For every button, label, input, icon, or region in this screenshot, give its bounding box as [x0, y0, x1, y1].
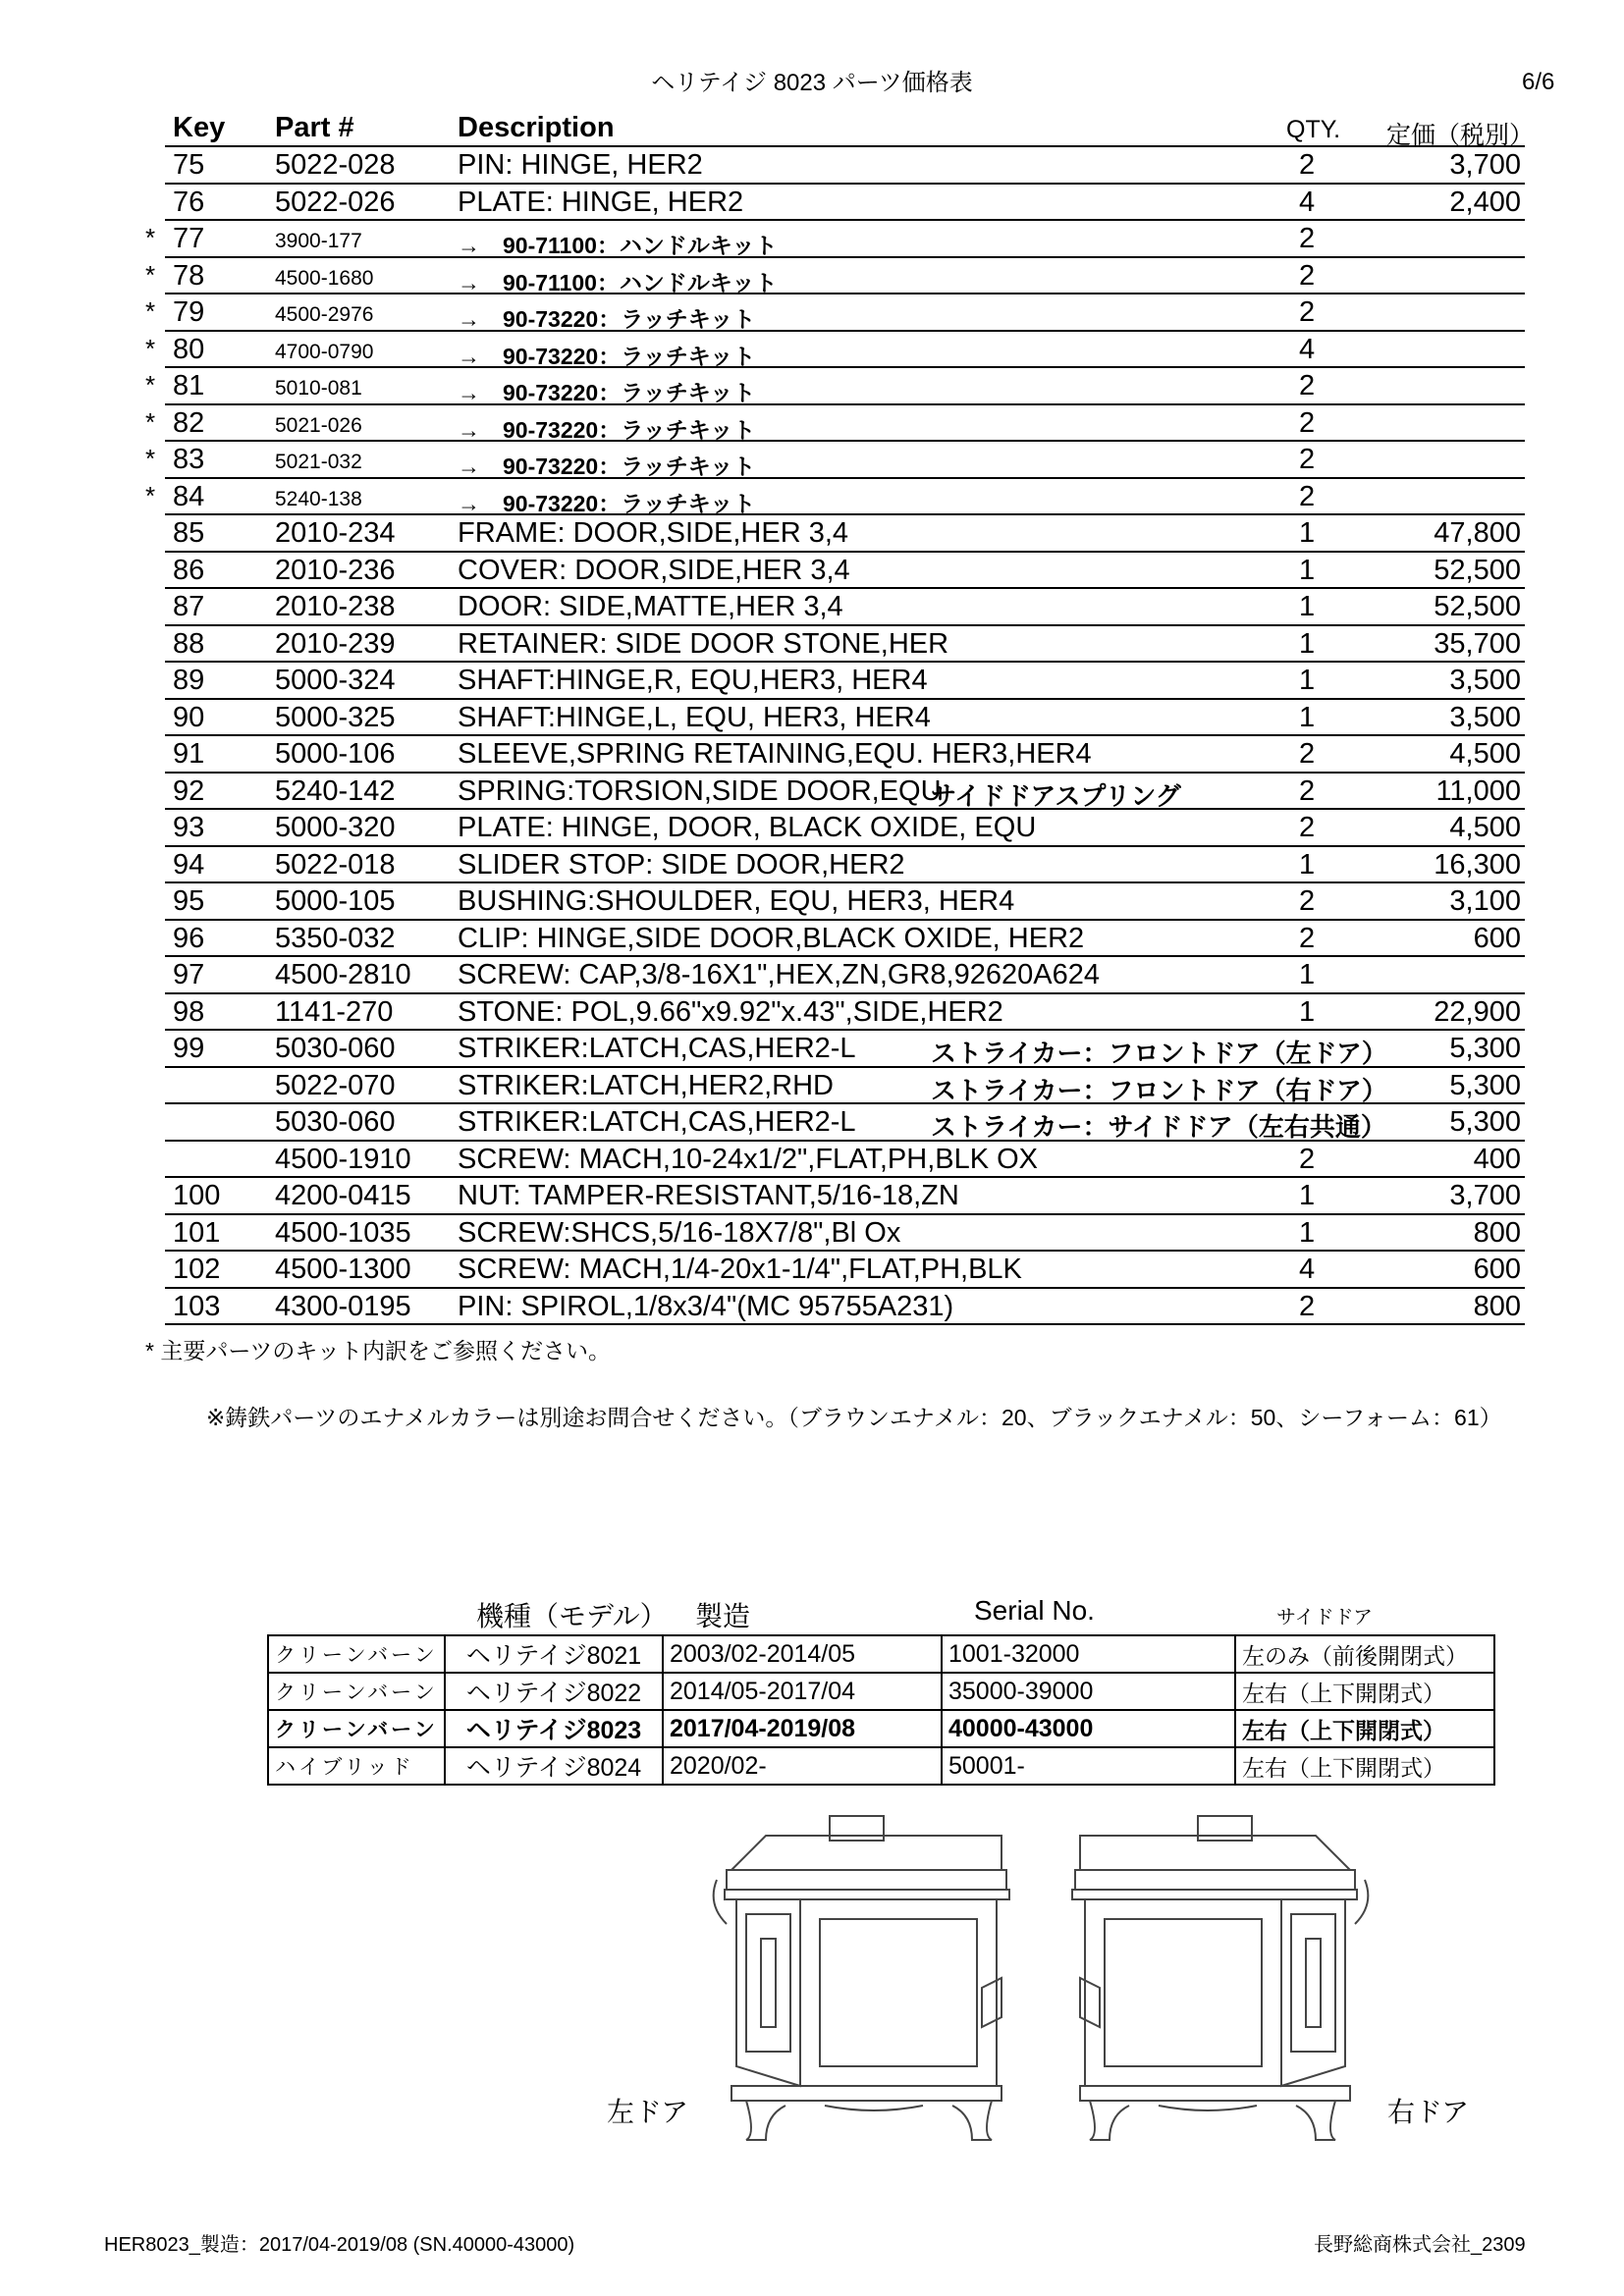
model-side-door: 左右（上下開閉式） [1235, 1673, 1494, 1710]
row-qty: 2 [1299, 1143, 1316, 1175]
row-key: 88 [173, 627, 205, 660]
model-table [267, 1634, 1495, 1786]
table-row [145, 332, 1525, 369]
row-qty: 4 [1299, 333, 1316, 365]
table-row [165, 147, 1525, 185]
model-type: クリーンバーン [268, 1710, 445, 1747]
row-description: → 90-73220：ラッチキット [458, 306, 756, 332]
row-description: → 90-73220：ラッチキット [458, 490, 756, 516]
row-part-number: 2010-236 [275, 554, 396, 586]
table-row [165, 1252, 1525, 1289]
row-description: → 90-73220：ラッチキット [458, 416, 756, 443]
row-price: 52,500 [1434, 554, 1521, 586]
table-row [165, 921, 1525, 958]
row-key: 84 [173, 480, 205, 512]
model-type: クリーンバーン [268, 1673, 445, 1710]
row-description: RETAINER: SIDE DOOR STONE,HER [458, 627, 949, 660]
table-row [165, 847, 1525, 884]
header-part: Part # [275, 112, 354, 143]
stove-left-door-image [707, 1811, 1021, 2145]
row-qty: 2 [1299, 1290, 1316, 1322]
row-description: → 90-71100：ハンドルキット [458, 233, 778, 258]
row-description: SCREW: MACH,1/4-20x1-1/4",FLAT,PH,BLK [458, 1254, 1022, 1285]
row-key: 79 [173, 296, 205, 328]
footer-model-info: HER8023_製造：2017/04-2019/08 (SN.40000-43000) [104, 2234, 575, 2256]
row-qty: 2 [1299, 480, 1316, 512]
model-years: 2014/05-2017/04 [663, 1673, 942, 1710]
table-row [165, 1104, 1525, 1142]
model-name: ヘリテイジ8021 [445, 1635, 663, 1673]
table-row [165, 185, 1525, 222]
table-row [165, 957, 1525, 994]
row-star: * [145, 444, 156, 473]
row-qty: 1 [1299, 959, 1316, 990]
row-key: 90 [173, 701, 205, 733]
model-name: ヘリテイジ8022 [445, 1673, 663, 1710]
left-door-label: 左ドア [607, 2097, 689, 2127]
table-row [165, 700, 1525, 737]
row-price: 22,900 [1434, 995, 1521, 1028]
row-price: 5,300 [1449, 1069, 1521, 1101]
row-star: * [145, 480, 156, 510]
row-price: 11,000 [1435, 774, 1521, 807]
table-row [165, 736, 1525, 774]
row-part-number: 4300-0195 [275, 1290, 411, 1322]
model-years: 2020/02- [663, 1747, 942, 1785]
make-header: 製造 [695, 1601, 751, 1631]
row-price: 800 [1473, 1216, 1521, 1249]
row-star: * [145, 296, 156, 326]
model-row [268, 1673, 1494, 1710]
row-key: 75 [173, 149, 205, 181]
row-japanese-name: ストライカー：サイドドア（左右共通） [931, 1112, 1386, 1142]
row-description: SLIDER STOP: SIDE DOOR,HER2 [458, 848, 905, 881]
row-qty: 2 [1299, 812, 1316, 843]
page-title: ヘリテイジ 8023 パーツ価格表 [651, 70, 973, 96]
row-qty: 1 [1299, 1216, 1316, 1249]
model-row [268, 1710, 1494, 1747]
row-part-number: 5240-142 [275, 774, 396, 807]
table-row [165, 663, 1525, 700]
row-part-number: 5010-081 [275, 377, 362, 400]
model-serial: 40000-43000 [942, 1710, 1235, 1747]
row-japanese-name: サイドドアスプリング [931, 780, 1181, 811]
table-row [165, 810, 1525, 847]
row-description: PLATE: HINGE, DOOR, BLACK OXIDE, EQU [458, 812, 1037, 843]
row-key: 86 [173, 554, 205, 586]
row-part-number: 5000-106 [275, 738, 396, 770]
row-qty: 2 [1299, 296, 1316, 328]
model-row [268, 1747, 1494, 1785]
row-price: 47,800 [1434, 517, 1521, 549]
model-name: ヘリテイジ8024 [445, 1747, 663, 1785]
serial-header: Serial No. [974, 1595, 1095, 1626]
row-description: NUT: TAMPER-RESISTANT,5/16-18,ZN [458, 1180, 959, 1211]
row-part-number: 4500-1680 [275, 266, 374, 290]
row-description: → 90-73220：ラッチキット [458, 454, 756, 479]
table-row [165, 1068, 1525, 1105]
row-star: * [145, 333, 156, 363]
row-part-number: 5022-026 [275, 186, 396, 218]
row-part-number: 5030-060 [275, 1033, 396, 1064]
row-price: 600 [1473, 922, 1521, 954]
row-price: 3,700 [1449, 149, 1521, 181]
row-price: 600 [1473, 1254, 1521, 1285]
row-qty: 1 [1299, 995, 1316, 1028]
row-price: 2,400 [1449, 186, 1521, 218]
row-part-number: 5022-018 [275, 848, 396, 881]
row-part-number: 5240-138 [275, 487, 362, 510]
row-description: PIN: HINGE, HER2 [458, 149, 703, 181]
row-description: PLATE: HINGE, HER2 [458, 186, 744, 218]
row-description: SCREW: MACH,10-24x1/2",FLAT,PH,BLK OX [458, 1143, 1039, 1175]
row-part-number: 5000-320 [275, 812, 396, 843]
row-price: 4,500 [1449, 812, 1521, 843]
table-row [165, 1289, 1525, 1326]
row-price: 35,700 [1434, 627, 1521, 660]
row-price: 3,700 [1449, 1180, 1521, 1211]
row-qty: 2 [1299, 370, 1316, 401]
row-description: SCREW:SHCS,5/16-18X7/8",Bl Ox [458, 1216, 901, 1249]
row-key: 92 [173, 774, 205, 807]
row-price: 4,500 [1449, 738, 1521, 770]
row-key: 89 [173, 665, 205, 696]
model-type: ハイブリッド [268, 1747, 445, 1785]
table-row [165, 1031, 1525, 1068]
row-key: 97 [173, 959, 205, 990]
row-price: 52,500 [1434, 591, 1521, 622]
footer-company: 長野総商株式会社_2309 [1314, 2234, 1526, 2256]
row-qty: 2 [1299, 223, 1316, 254]
row-star: * [145, 406, 156, 437]
row-price: 5,300 [1449, 1106, 1521, 1138]
model-years: 2003/02-2014/05 [663, 1635, 942, 1673]
model-serial: 1001-32000 [942, 1635, 1235, 1673]
row-key: 77 [173, 223, 205, 254]
row-description: SPRING:TORSION,SIDE DOOR,EQU [458, 774, 942, 807]
row-price: 400 [1473, 1143, 1521, 1175]
row-part-number: 5000-105 [275, 885, 396, 917]
row-key: 98 [173, 995, 205, 1028]
right-door-label: 右ドア [1387, 2097, 1470, 2127]
row-qty: 1 [1299, 701, 1316, 733]
table-row [145, 368, 1525, 405]
row-description: COVER: DOOR,SIDE,HER 3,4 [458, 554, 850, 586]
row-qty: 4 [1299, 186, 1316, 218]
table-row [165, 589, 1525, 626]
row-part-number: 5000-324 [275, 665, 396, 696]
row-key: 100 [173, 1180, 221, 1211]
row-description: → 90-73220：ラッチキット [458, 380, 756, 405]
row-part-number: 3900-177 [275, 230, 362, 252]
table-row [165, 994, 1525, 1032]
row-key: 96 [173, 922, 205, 954]
row-qty: 2 [1299, 738, 1316, 770]
row-price: 5,300 [1449, 1033, 1521, 1064]
row-price: 800 [1473, 1290, 1521, 1322]
model-years: 2017/04-2019/08 [663, 1710, 942, 1747]
row-price: 16,300 [1434, 848, 1521, 881]
row-description: SHAFT:HINGE,R, EQU,HER3, HER4 [458, 665, 928, 696]
row-part-number: 4500-1300 [275, 1254, 411, 1285]
table-row [165, 515, 1525, 553]
stove-right-door-image [1060, 1811, 1375, 2145]
row-price: 3,500 [1449, 665, 1521, 696]
table-row [145, 258, 1525, 295]
row-description: SHAFT:HINGE,L, EQU, HER3, HER4 [458, 701, 931, 733]
row-description: FRAME: DOOR,SIDE,HER 3,4 [458, 517, 849, 549]
table-row [165, 774, 1525, 811]
row-description: SCREW: CAP,3/8-16X1",HEX,ZN,GR8,92620A624 [458, 959, 1100, 990]
row-part-number: 2010-238 [275, 591, 396, 622]
row-key: 85 [173, 517, 205, 549]
row-part-number: 1141-270 [275, 995, 394, 1028]
row-qty: 1 [1299, 591, 1316, 622]
header-qty: QTY. [1286, 116, 1341, 143]
row-key: 101 [173, 1216, 221, 1249]
row-description: BUSHING:SHOULDER, EQU, HER3, HER4 [458, 885, 1015, 917]
row-qty: 2 [1299, 444, 1316, 475]
row-part-number: 4500-1910 [275, 1143, 411, 1175]
model-name: ヘリテイジ8023 [445, 1710, 663, 1747]
row-part-number: 5350-032 [275, 922, 396, 954]
row-qty: 2 [1299, 774, 1316, 807]
table-row [165, 1142, 1525, 1179]
row-qty: 2 [1299, 149, 1316, 181]
row-description: → 90-71100：ハンドルキット [458, 269, 778, 295]
row-qty: 2 [1299, 406, 1316, 439]
header-price: 定価（税別） [1386, 122, 1535, 149]
row-description: STRIKER:LATCH,CAS,HER2-L [458, 1033, 856, 1064]
row-key: 102 [173, 1254, 221, 1285]
model-type: クリーンバーン [268, 1635, 445, 1673]
table-row [145, 294, 1525, 332]
table-row [145, 405, 1525, 443]
table-row [165, 1178, 1525, 1215]
row-part-number: 4700-0790 [275, 340, 374, 363]
row-part-number: 5000-325 [275, 701, 396, 733]
row-part-number: 5022-028 [275, 149, 396, 181]
row-part-number: 2010-234 [275, 517, 396, 549]
row-star: * [145, 259, 156, 290]
parts-table [145, 147, 1525, 1325]
side-door-header: サイドドア [1276, 1607, 1373, 1629]
row-key: 103 [173, 1290, 221, 1322]
row-qty: 1 [1299, 517, 1316, 549]
row-part-number: 5021-032 [275, 451, 362, 473]
row-qty: 1 [1299, 627, 1316, 660]
row-japanese-name: ストライカー：フロントドア（左ドア） [931, 1039, 1387, 1068]
row-qty: 4 [1299, 1254, 1316, 1285]
row-key: 82 [173, 406, 205, 439]
kit-note: * 主要パーツのキット内訳をご参照ください。 [145, 1338, 611, 1363]
table-row [145, 479, 1525, 516]
row-japanese-name: ストライカー：フロントドア（右ドア） [931, 1075, 1387, 1105]
row-key: 91 [173, 738, 205, 770]
row-star: * [145, 370, 156, 400]
row-key: 94 [173, 848, 205, 881]
row-description: PIN: SPIROL,1/8x3/4"(MC 95755A231) [458, 1290, 954, 1322]
row-part-number: 4500-2976 [275, 303, 374, 326]
row-key: 83 [173, 444, 205, 475]
table-row [165, 883, 1525, 921]
parts-table-header [165, 110, 1535, 149]
row-key: 99 [173, 1033, 205, 1064]
row-description: SLEEVE,SPRING RETAINING,EQU. HER3,HER4 [458, 738, 1092, 770]
row-qty: 1 [1299, 554, 1316, 586]
model-side-door: 左右（上下開閉式） [1235, 1747, 1494, 1785]
table-row [165, 553, 1525, 590]
model-row [268, 1635, 1494, 1673]
row-key: 80 [173, 333, 205, 365]
row-key: 76 [173, 186, 205, 218]
row-qty: 1 [1299, 848, 1316, 881]
row-part-number: 5021-026 [275, 413, 362, 437]
row-part-number: 4500-2810 [275, 959, 411, 990]
row-description: STONE: POL,9.66"x9.92"x.43",SIDE,HER2 [458, 995, 1003, 1028]
table-row [145, 221, 1525, 258]
model-header: 機種（モデル） [476, 1601, 668, 1631]
row-price: 3,100 [1449, 885, 1521, 917]
row-description: → 90-73220：ラッチキット [458, 343, 756, 369]
table-row [165, 626, 1525, 664]
page-number: 6/6 [1522, 69, 1555, 95]
model-serial: 35000-39000 [942, 1673, 1235, 1710]
header-description: Description [458, 112, 615, 143]
row-price: 3,500 [1449, 701, 1521, 733]
row-description: DOOR: SIDE,MATTE,HER 3,4 [458, 591, 843, 622]
row-key: 78 [173, 259, 205, 292]
row-part-number: 2010-239 [275, 627, 396, 660]
row-part-number: 5030-060 [275, 1106, 396, 1138]
table-row [145, 442, 1525, 479]
row-part-number: 5022-070 [275, 1069, 396, 1101]
table-row [165, 1215, 1525, 1253]
row-part-number: 4200-0415 [275, 1180, 411, 1211]
row-description: STRIKER:LATCH,CAS,HER2-L [458, 1106, 856, 1138]
row-qty: 1 [1299, 1180, 1316, 1211]
row-qty: 2 [1299, 885, 1316, 917]
row-star: * [145, 223, 156, 252]
row-key: 95 [173, 885, 205, 917]
row-key: 87 [173, 591, 205, 622]
row-description: STRIKER:LATCH,HER2,RHD [458, 1069, 834, 1101]
row-part-number: 4500-1035 [275, 1216, 411, 1249]
row-qty: 2 [1299, 259, 1316, 292]
row-key: 81 [173, 370, 205, 401]
header-key: Key [173, 112, 226, 143]
row-description: CLIP: HINGE,SIDE DOOR,BLACK OXIDE, HER2 [458, 922, 1085, 954]
model-serial: 50001- [942, 1747, 1235, 1785]
row-qty: 1 [1299, 665, 1316, 696]
row-qty: 2 [1299, 922, 1316, 954]
row-key: 93 [173, 812, 205, 843]
model-side-door: 左右（上下開閉式） [1235, 1710, 1494, 1747]
enamel-note: ※鋳鉄パーツのエナメルカラーは別途お問合せください。（ブラウンエナメル：20、ブラックエナメル：50、シーフォーム：61） [206, 1405, 1502, 1430]
model-side-door: 左のみ（前後開閉式） [1235, 1635, 1494, 1673]
